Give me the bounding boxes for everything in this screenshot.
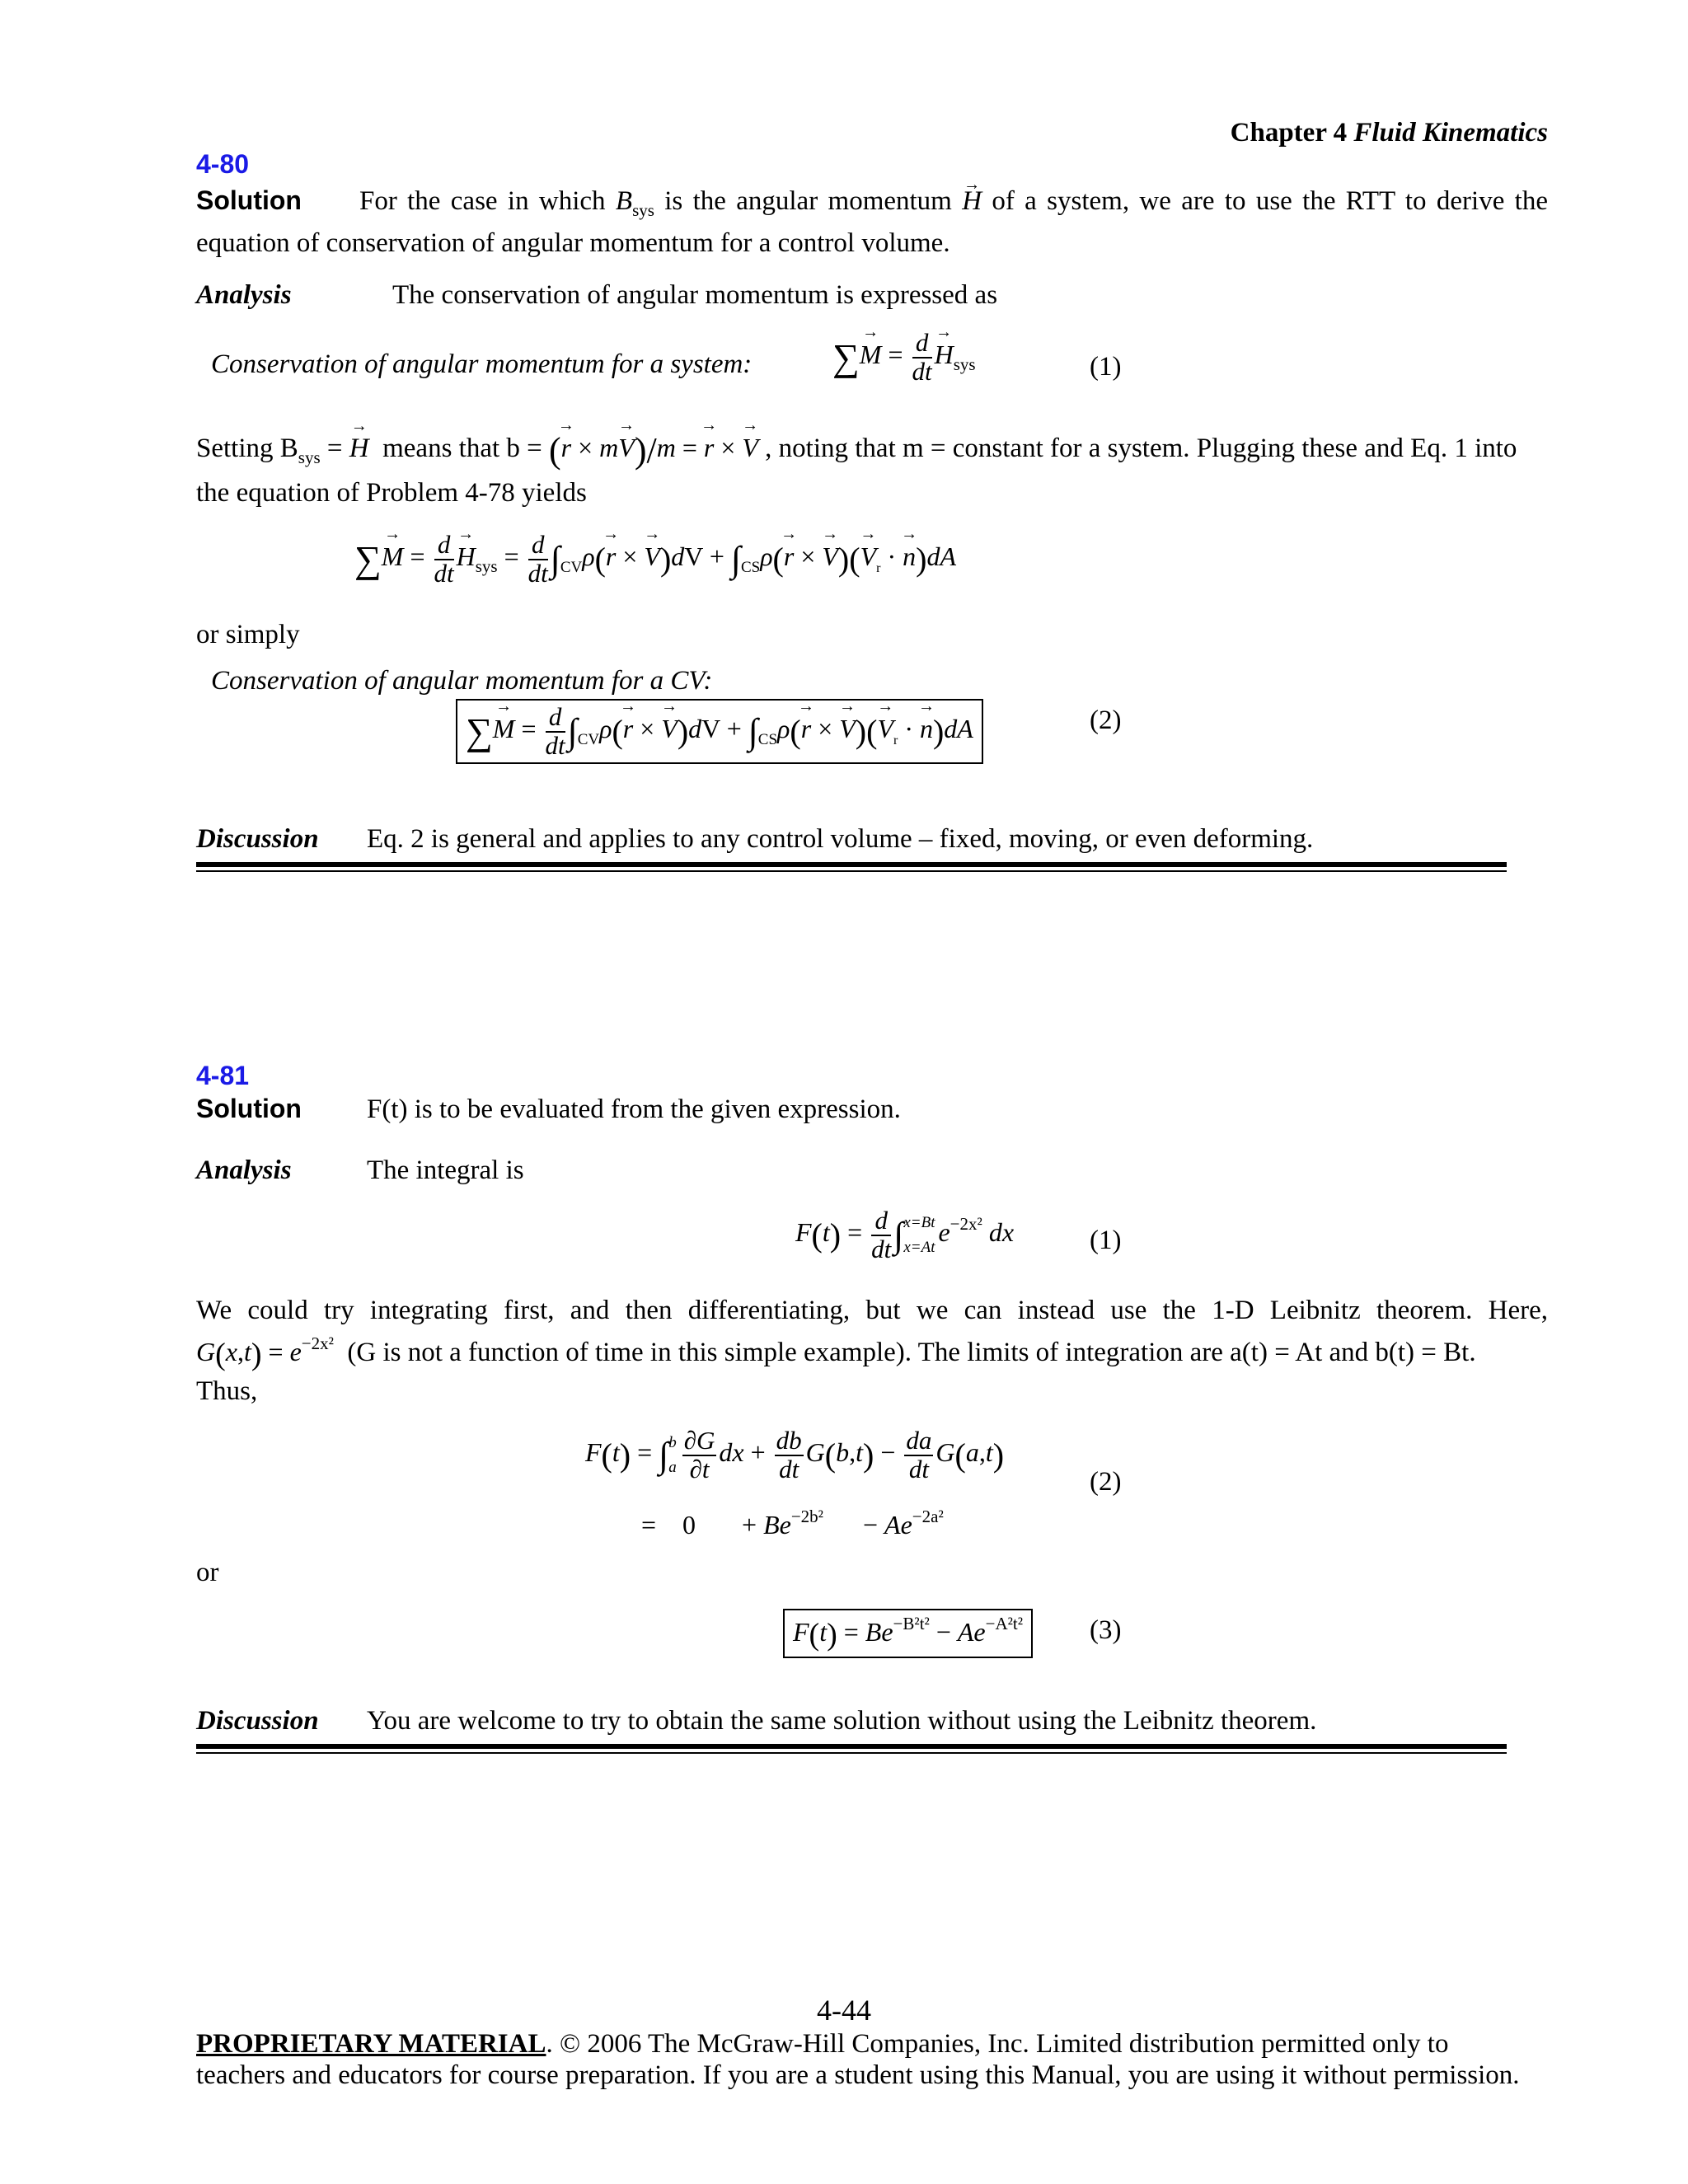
leibnitz-paragraph-line3: Thus, (196, 1376, 258, 1406)
eq1-number-4-81: (1) (1090, 1226, 1122, 1255)
or-simply: or simply (196, 620, 300, 649)
eq2-label: Conservation of angular momentum for a CV: (211, 666, 713, 696)
eq2-number-4-81: (2) (1090, 1467, 1122, 1497)
leibnitz-paragraph-line2: $G(x,t) = e^{-2x^2}$ (G is not a function of time in this simple example). The limits of integration are a(t) = At and b(t) = Bt. (196, 1333, 1476, 1372)
eq1-4-81: F(t) = $\frac{d}{dt}$ ∫ x=Bt x=At $e^{-2x^2}$ dx (795, 1206, 1015, 1263)
analysis-4-81 (196, 1155, 524, 1186)
separator-rule (196, 1744, 1507, 1749)
rtt-equation: ∑→ M = $\frac{d}{dt}$ → $H_{sys}$ = $\frac{d}{dt}$ $\int_{CV}\rho(\to r$ × → $V)dV + \int_{CS}\rho(\to r$ × → $V)(\to V_r$ · → n)dA (354, 532, 956, 587)
solution-text: F(t) is to be evaluated from the given expression. (367, 1094, 901, 1124)
eq1-4-80: ∑→ M = $\frac{d}{dt}$ → $H_{sys}$ (832, 330, 976, 385)
separator-rule-thin (196, 1752, 1507, 1754)
proprietary-label: PROPRIETARY MATERIAL (196, 2029, 546, 2059)
page-number: 4-44 (817, 1994, 871, 2027)
problem-number-4-80: 4-80 (196, 149, 250, 179)
separator-rule-thin (196, 870, 1507, 872)
analysis-4-80 (196, 280, 292, 311)
eq3-number-4-81: (3) (1090, 1615, 1122, 1645)
discussion-text: You are welcome to try to obtain the same solution without using the Leibnitz theorem. (367, 1706, 1317, 1736)
setting-paragraph: Setting $B_{sys}$ = → H means that b = (→ r × m→ V)/m = → r × → V , noting that m = constant for a system. Plugging these and Eq. 1 into (196, 429, 1548, 471)
eq3-4-81-boxed: $F(t) = Be^{-B^2t^2} - Ae^{-A^2t^2}$ (783, 1609, 1033, 1658)
chapter-title: Fluid Kinematics (1353, 118, 1548, 148)
solution-4-81 (196, 1094, 901, 1125)
setting-paragraph-2: the equation of Problem 4-78 yields (196, 478, 587, 508)
discussion-text: Eq. 2 is general and applies to any control volume – fixed, moving, or even deforming. (367, 824, 1314, 854)
discussion-label: Discussion (196, 824, 319, 854)
analysis-label: Analysis (196, 1155, 292, 1185)
eq2-4-80-boxed: ∑→ M = $\frac{d}{dt}$ $\int_{CV}\rho(\to r$ × → $V)dV + \int_{CS}\rho(\to r$ × → $V)(\to V_r$ · → n)dA (456, 699, 983, 764)
eq1-label: Conservation of angular momentum for a system: (211, 349, 753, 379)
eq2-4-81: F(t) = ∫ b a $\frac{\partial G}{\partial t}$ dx + $\frac{db}{dt}$ G(b,t) − $\frac{da}{dt}$ G(a,t) (585, 1426, 1005, 1483)
discussion-label: Discussion (196, 1706, 319, 1736)
eq2-result-line: = 0 + $Be^{-2b^2}$ − $Ae^{-2a^2}$ (641, 1507, 944, 1540)
analysis-text-4-80: The conservation of angular momentum is expressed as (392, 280, 998, 310)
or-text: or (196, 1558, 219, 1587)
leibnitz-paragraph: We could try integrating first, and then differentiating, but we can instead use the 1-D Leibnitz theorem. Here, (196, 1296, 1548, 1325)
analysis-label: Analysis (196, 280, 292, 310)
chapter-prefix: Chapter 4 (1230, 118, 1348, 148)
discussion-4-81 (196, 1706, 1316, 1736)
solution-label: Solution (196, 1094, 302, 1123)
discussion-4-80 (196, 824, 1313, 855)
footer-line-1: PROPRIETARY MATERIAL. © 2006 The McGraw-Hill Companies, Inc. Limited distribution permitted only to (196, 2029, 1449, 2059)
chapter-header (1231, 118, 1548, 148)
separator-rule (196, 862, 1507, 867)
footer-line-2: teachers and educators for course preparation. If you are a student using this Manual, you are using it without permission. (196, 2060, 1520, 2090)
solution-paragraph-4-80 (196, 184, 1548, 260)
solution-label: Solution (196, 185, 302, 215)
eq2-number: (2) (1090, 705, 1122, 735)
eq1-number: (1) (1090, 352, 1122, 382)
solution-text: For the case in which $B_{sys}$ is the angular momentum → H of a system, we are to use the RTT to derive the equation of conservation of angular momentum for a control volume. (196, 186, 1548, 258)
analysis-text: The integral is (367, 1155, 524, 1185)
problem-number-4-81: 4-81 (196, 1061, 250, 1090)
